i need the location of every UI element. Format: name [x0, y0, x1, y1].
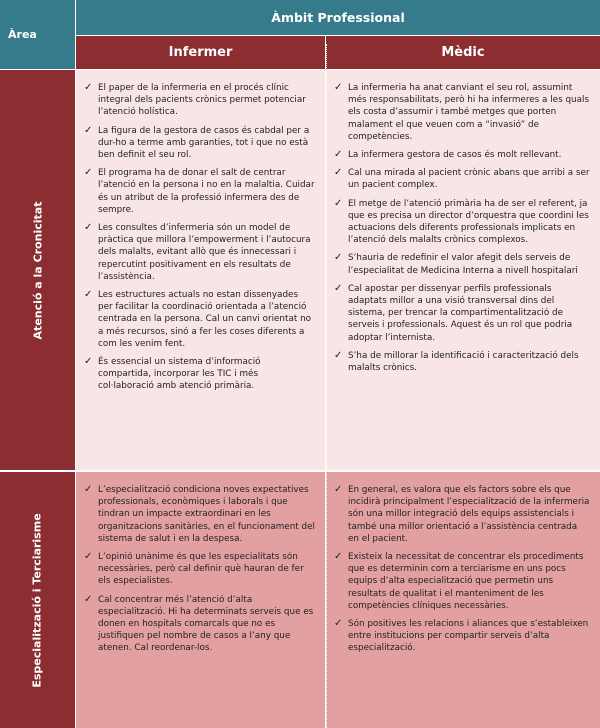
- medic-header-label: Mèdic: [441, 45, 485, 60]
- list-item: [334, 167, 590, 191]
- infermer-header: [76, 36, 326, 70]
- row-label-cronicitat: [0, 70, 76, 472]
- list-item-text: S’hauria de redefinir el valor afegit dels serveis de l’especialitat de Medicina Interna a nivell hospitalari: [348, 253, 578, 276]
- list-item: [84, 167, 315, 216]
- area-header: [0, 0, 76, 70]
- list-item-text: En general, es valora que els factors sobre els que incidirà principalment l’especialització de la infermeria són una millor integració dels equips assistencials i també una millor orientació a l’assistència centrada en el pacient.: [348, 485, 590, 544]
- ambit-header-label: Àmbit Professional: [271, 10, 405, 25]
- medic-header: [326, 36, 600, 70]
- list-item: [84, 125, 315, 162]
- list-item-text: Cal apostar per dissenyar perfils professionals adaptats millor a una visió transversal dins del sistema, per trencar la compartimentalització de serveis i professionals. Aquest és un rol que podria adoptar l’internista.: [348, 283, 573, 343]
- list-item-text: S’ha de millorar la identificació i caracterització dels malalts crònics.: [348, 350, 579, 374]
- list-item: [84, 594, 315, 655]
- check-icon: ✓: [334, 82, 343, 93]
- check-icon: ✓: [84, 124, 93, 136]
- list-item-text: Cal una mirada al pacient crònic abans que arribi a ser un pacient complex.: [348, 168, 590, 191]
- bullet-list: [84, 484, 315, 655]
- infermer-header-label: Infermer: [168, 45, 233, 60]
- list-item-text: La infermeria ha anat canviant el seu rol, assumint més responsabilitats, però hi ha infermeres a les quals els costa d’assumir i també metges que porten malament el que veuen com a “invasió” de competències.: [348, 83, 590, 142]
- list-item-text: La infermera gestora de casos és molt rellevant.: [348, 150, 562, 161]
- list-item: [334, 283, 590, 344]
- list-item: [84, 222, 315, 283]
- list-item-text: Cal concentrar més l’atenció d’alta especialització. Hi ha determinats serveis que es donen en hospitals comarcals que no es justifiquen pel nombre de casos a l’any que atenen. Cal reordenar-los.: [98, 594, 314, 654]
- cell-cronicitat-medic: [326, 70, 600, 472]
- check-icon: ✓: [84, 222, 93, 234]
- check-icon: ✓: [334, 252, 343, 264]
- list-item-text: El paper de la infermeria en el procés clínic integral dels pacients crònics permet potenciar l’atenció holística.: [98, 83, 306, 118]
- bullet-list: [334, 82, 590, 374]
- list-item: [84, 82, 315, 119]
- check-icon: ✓: [334, 149, 343, 161]
- list-item: [84, 551, 315, 588]
- check-icon: ✓: [84, 289, 93, 301]
- check-icon: ✓: [84, 484, 93, 495]
- check-icon: ✓: [84, 356, 93, 368]
- check-icon: ✓: [334, 282, 343, 294]
- check-icon: ✓: [334, 484, 343, 495]
- bullet-list: [334, 484, 590, 655]
- check-icon: ✓: [84, 82, 93, 93]
- ambit-header: [76, 0, 600, 36]
- list-item: [84, 484, 315, 545]
- row-label-text: Atenció a la Cronicitat: [31, 201, 44, 339]
- list-item: [84, 356, 315, 393]
- list-item-text: Les estructures actuals no estan dissenyades per facilitar la coordinació orientada a l’atenció centrada en la persona. Cal un canvi orientat no a més recursos, sinó a fer les coses diferents a com les venim fent.: [98, 290, 312, 349]
- check-icon: ✓: [334, 551, 343, 563]
- list-item: [334, 484, 590, 545]
- row-label-especialitzacio: [0, 472, 76, 728]
- list-item: [334, 551, 590, 612]
- check-icon: ✓: [334, 618, 343, 630]
- row-label-text: Especialització i Terciarisme: [31, 512, 45, 688]
- list-item: [334, 198, 590, 247]
- check-icon: ✓: [334, 349, 343, 361]
- list-item: [334, 350, 590, 374]
- cell-especialitzacio-infermer: [76, 472, 326, 728]
- list-item-text: L’opinió unànime és que les especialitats són necessàries, però cal definir què hauran de fer els especialistes.: [98, 552, 304, 587]
- check-icon: ✓: [84, 551, 93, 563]
- list-item-text: Són positives les relacions i aliances que s’estableixen entre institucions per compartir serveis d’alta especialització.: [348, 619, 589, 654]
- list-item: [334, 618, 590, 655]
- cell-cronicitat-infermer: [76, 70, 326, 472]
- list-item-text: Existeix la necessitat de concentrar els procediments que es determinin com a terciarisme en uns pocs equips d’alta especialització que permetin uns resultats de qualitat i el manteniment de les competències clíniques necessàries.: [348, 552, 584, 611]
- check-icon: ✓: [334, 197, 343, 209]
- cell-especialitzacio-medic: [326, 472, 600, 728]
- list-item: [334, 82, 590, 143]
- area-header-label: Àrea: [8, 28, 37, 41]
- check-icon: ✓: [84, 593, 93, 605]
- list-item-text: La figura de la gestora de casos és cabdal per a dur-ho a terme amb garanties, tot i que no està ben definit el seu rol.: [98, 125, 310, 161]
- check-icon: ✓: [334, 167, 343, 179]
- list-item: [84, 289, 315, 350]
- list-item: [334, 252, 590, 276]
- list-item-text: El metge de l’atenció primària ha de ser el referent, ja que es precisa un director d’orquestra que coordini les actuacions dels diferents professionals implicats en l’atenció dels malalts crònics complexos.: [348, 198, 589, 246]
- check-icon: ✓: [84, 167, 93, 179]
- list-item-text: El programa ha de donar el salt de centrar l’atenció en la persona i no en la malaltia. Cuidar és un atribut de la professió infermera des de sempre.: [98, 168, 315, 215]
- bullet-list: [84, 82, 315, 393]
- list-item-text: És essencial un sistema d’informació compartida, incorporar les TIC i més col·laboració amb atenció primària.: [98, 357, 261, 392]
- list-item-text: Les consultes d’infermeria són un model de pràctica que millora l’empowerment i l’autocura dels malalts, evitant allò que és innecessari i repercutint positivament en els resultats de l’assistència.: [98, 223, 311, 282]
- list-item: [334, 149, 590, 161]
- list-item-text: L’especialització condiciona noves expectatives professionals, econòmiques i laborals i que tindran un impacte extraordinari en les organitzacions sanitàries, en el funcionament del sistema de salut i en la despesa.: [98, 485, 315, 544]
